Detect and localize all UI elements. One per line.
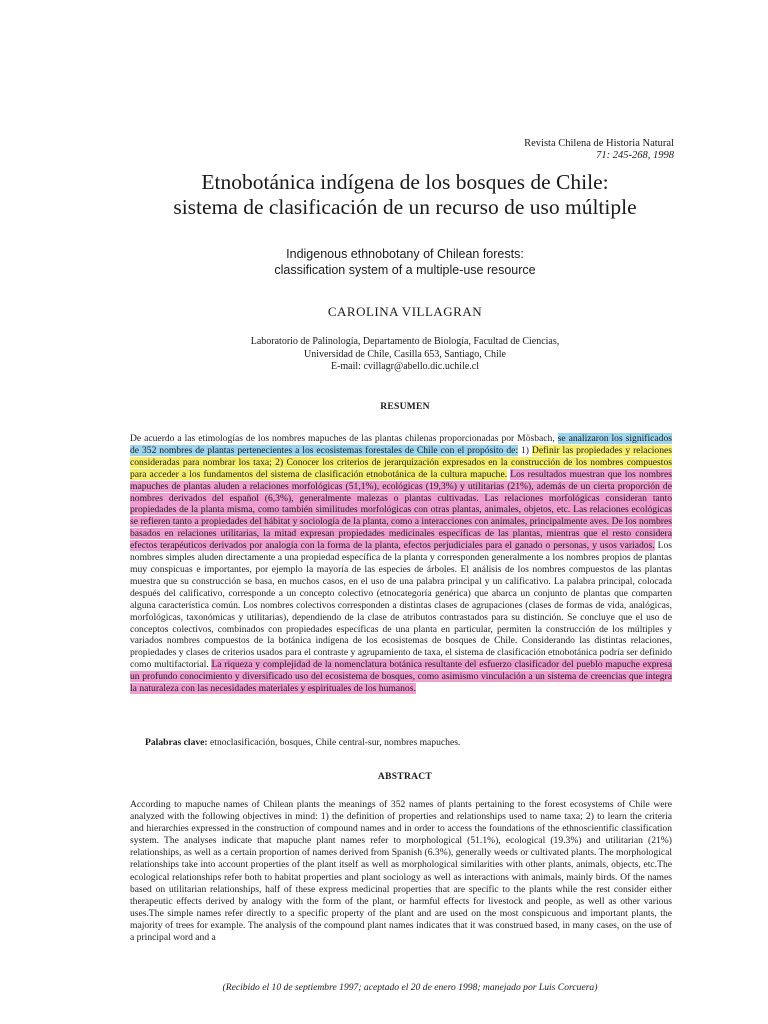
resumen-heading: RESUMEN [380,402,430,412]
resumen-paragraph [130,433,672,695]
paper-title-line-2: sistema de clasificación de un recurso de uso múltiple [173,195,637,219]
journal-citation [524,138,674,162]
affiliation-email: E-mail: cvillagr@abello.dic.uchile.cl [330,361,480,372]
author-name: CAROLINA VILLAGRAN [327,304,483,319]
paper-title-english-line-2: classification system of a multiple-use resource [274,263,536,277]
paper-title-english-line-1: Indigenous ethnobotany of Chilean forests: [286,247,524,261]
journal-volume: 71: 245-268, 1998 [596,150,674,161]
paper-title-english [0,246,768,278]
abstract-paragraph: According to mapuche names of Chilean plants the meanings of 352 names of plants pertaining to the forest ecosystems of Chile were analyzed with the following objectives in mind: 1) the definition of properties and relationships used to name taxa; 2) to learn the criteria and hierarchies expressed in the construction of compound names and in order to access the foundations of the ethnoscientific classification system. The analyses indicate that mapuche plant names refer to morphological (51.1%), ecological (19.3%) and utilitarian (21%) relationships, as well as a certain proportion of names derived from Spanish (6.3%), generally weeds or cultivated plants. The morphological relationships take into account properties of the plant itself as well as morphological similarities with other plants, animals, objects, etc.The ecological relationships refer both to habitat properties and plant sociology as well as interactions with animals, mainly birds. Of the names based on utilitarian relationships, half of these express medicinal properties that are specific to the plants while the rest consider either therapeutic effects derived by analogy with the form of the plant, or harmful effects for livestock and people, as well as other various uses.The simple names refer directly to a specific property of the plant and are used on the most conspicuous and important plants, the majority of trees for example. The analysis of the compound plant names indicates that it was construed based, in many cases, on the use of a principal word and a [130,799,672,944]
paper-title [0,170,768,220]
affiliation-line-2: Universidad de Chile, Casilla 653, Santiago, Chile [304,348,506,360]
resumen-text-4: Los nombres simples aluden directamente a una propiedad específica de la planta y corresponden generalmente a los nombres propios de plantas muy conspicuas e importantes, por ejemplo la mayoría de las especies de árboles. El análisis de los nombres compuestos de las plantas muestra que su construcción se basa, en muchos casos, en el uso de una palabra principal y un calificativo. La palabra principal, colocada después del calificativo, corresponde a un concepto colectivo (etnocategoría genérica) que abarca un conjunto de plantas que comparten alguna característica común. Los nombres colectivos corresponden a distintas clases de agrupaciones (clases de formas de vida, analógicas, morfológicas, taxonómicas y utilitarias), dependiendo de la clase de atributos contrastados para su distinción. Se concluye que el uso de conceptos colectivos, combinados con propiedades específicas de una planta en particular, permiten la construcción de los múltiples y variados nombres compuestos de la botánica indígena de los ecosistemas de bosques de Chile. Considerando las distintas relaciones, propiedades y clases de criterios usados para el contraste y agrupamiento de taxa, el sistema de clasificación etnobotánica podría ser definido como multifactorial. [130,540,672,671]
keywords-label: Palabras clave: [145,737,208,748]
resumen-text-2: 1) [518,444,532,456]
journal-name: Revista Chilena de Historia Natural [524,138,674,149]
keywords-text: etnoclasificación, bosques, Chile central-sur, nombres mapuches. [207,737,461,748]
author-affiliation [0,336,768,374]
abstract-heading: ABSTRACT [377,772,433,782]
resumen-highlight-pink-2: La riqueza y complejidad de la nomenclatura botánica resultante del esfuerzo clasificador del pueblo mapuche expresa un profundo conocimiento y diversificado uso del ecosistema de bosques, como asimismo vinculación a un sistema de creencias que integra la naturaleza con las necesidades materiales y espirituales de los humanos. [130,659,672,695]
resumen-highlight-blue: se analizaron los significados de 352 nombres de plantas pertenecientes a los ecosistemas forestales de Chile con el propósito de: [130,433,672,456]
received-note: (Recibido el 10 de septiembre 1997; aceptado el 20 de enero 1998; manejado por Luis Corcuera) [222,982,598,993]
resumen-text-1: De acuerdo a las etimologías de los nombres mapuches de las plantas chilenas proporcionadas por Mösbach, [130,433,558,444]
paper-title-line-1: Etnobotánica indígena de los bosques de Chile: [201,170,609,194]
affiliation-line-1: Laboratorio de Palinología, Departamento de Biología, Facultad de Ciencias, [250,336,560,347]
resumen-highlight-yellow: Definir las propiedades y relaciones consideradas para nombrar los taxa; 2) Conocer los criterios de jerarquización expresados en la construcción de los nombres compuestos para acceder a los fundamentos del sistema de clasificación etnobotánica de la cultura mapuche. [130,444,672,480]
keywords [145,737,685,748]
resumen-highlight-pink-1: Los resultados muestran que los nombres mapuches de plantas aluden a relaciones morfológicas (51,1%), ecológicas (19,3%) y utilitarias (21%), además de un cierta proporción de nombres derivados del español (6,3%), generalmente malezas o plantas cultivadas. Las relaciones morfológicas consideran tanto propiedades de la planta misma, como también similitudes morfológicas con otras plantas, animales, objetos, etc. Las relaciones ecológicas se refieren tanto a propiedades del hábitat y sociología de la planta, como a interacciones con animales, principalmente aves. De los nombres basados en relaciones utilitarias, la mitad expresan propiedades medicinales específicas de las plantas, mientras que el resto considera efectos terapéuticos derivados por analogía con la forma de la planta, efectos perjudiciales para el ganado o personas, y usos variados. [130,468,672,552]
